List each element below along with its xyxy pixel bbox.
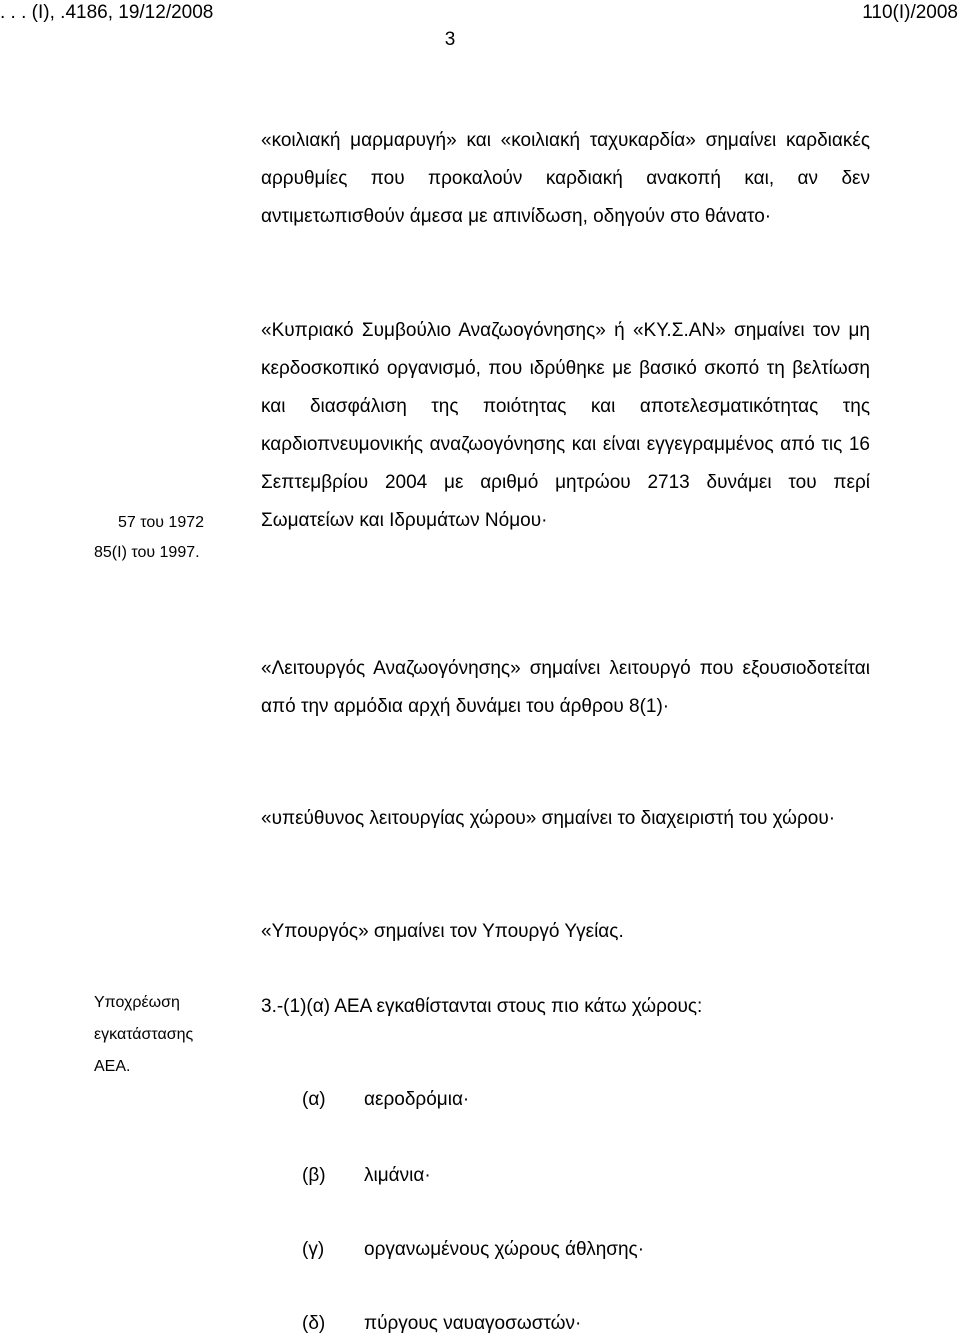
list-item [302, 1088, 469, 1112]
definition-resuscitation-officer: «Λειτουργός Αναζωογόνησης» σημαίνει λειτουργό που εξουσιοδοτείται από την αρμόδια αρχή δυνάμει του άρθρου 8(1)· [261, 658, 870, 717]
section-3-text: 3.-(1)(α) ΑΕΑ εγκαθίστανται στους πιο κάτω χώρους: [261, 996, 703, 1017]
margin-reference-1972: 57 του 1972 [118, 514, 205, 531]
running-header-right: 110(I)/2008 [862, 2, 958, 23]
list-item-label: (δ) [302, 1313, 326, 1334]
definition-ventricular-fibrillation: «κοιλιακή μαρμαρυγή» και «κοιλιακή ταχυκαρδία» σημαίνει καρδιακές αρρυθμίες που προκαλούν καρδιακή ανακοπή και, αν δεν αντιμετωπισθούν άμεσα με απινίδωση, οδηγούν στο θάνατο· [261, 130, 870, 227]
list-item-text: λιμάνια· [364, 1165, 431, 1186]
section-margin-title-line-1: Υποχρέωση [94, 994, 180, 1011]
list-item [302, 1164, 431, 1188]
page-number: 3 [444, 29, 456, 50]
definition-kysan: «Κυπριακό Συμβούλιο Αναζωογόνησης» ή «ΚΥ.Σ.ΑΝ» σημαίνει τον μη κερδοσκοπικό οργανισμό, που ιδρύθηκε με βασικό σκοπό τη βελτίωση και διασφάλιση της ποιότητας και αποτελεσματικότητας της καρδιοπνευμονικής αναζωογόνησης και είναι εγγεγραμμένος από τις 16 Σεπτεμβρίου 2004 με αριθμό μητρώου 2713 δυνάμει του περί Σωματείων και Ιδρυμάτων Νόμου· [261, 320, 870, 531]
section-margin-title-line-2: εγκατάστασης [94, 1026, 194, 1043]
list-item-text: αεροδρόμια· [364, 1089, 470, 1110]
section-margin-title-line-3: ΑΕΑ. [94, 1058, 131, 1075]
running-header-left: . . . (Ι), .4186, 19/12/2008 [0, 2, 214, 23]
list-item [302, 1238, 644, 1262]
list-item-text: πύργους ναυαγοσωστών· [364, 1313, 582, 1334]
list-item-text: οργανωμένους χώρους άθλησης· [364, 1239, 645, 1260]
list-item-label: (α) [302, 1089, 326, 1110]
definition-minister: «Υπουργός» σημαίνει τον Υπουργό Υγείας. [261, 921, 624, 942]
list-item-label: (β) [302, 1165, 326, 1186]
list-item-label: (γ) [302, 1239, 325, 1260]
definition-space-manager: «υπεύθυνος λειτουργίας χώρου» σημαίνει το διαχειριστή του χώρου· [261, 808, 836, 829]
list-item [302, 1312, 581, 1336]
margin-reference-1997: 85(Ι) του 1997. [94, 544, 200, 561]
